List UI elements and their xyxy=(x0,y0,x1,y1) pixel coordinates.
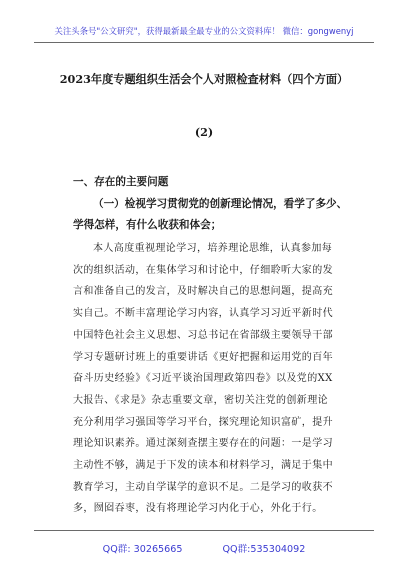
subsection-heading-line1: （一）检视学习贯彻党的创新理论情况，看学了多少、 xyxy=(93,198,348,210)
body-line: 中国特色社会主义思想、习总书记在省部级主要领导干部 xyxy=(73,329,333,341)
body-line: 理论知识素养。通过深刻查摆主要存在的问题：一是学习 xyxy=(73,438,333,450)
body-line: 学习专题研讨班上的重要讲话《更好把握和运用党的百年 xyxy=(73,351,333,363)
document-subtitle: (2) xyxy=(194,125,214,139)
body-line: 多，囫囵吞枣，没有将理论学习内化于心，外化于行。 xyxy=(73,503,323,515)
body-line: 主动性不够，满足于下发的读本和材料学习，满足于集中 xyxy=(73,460,333,471)
footer xyxy=(0,541,408,555)
body-line: 本人高度重视理论学习，培养理论思维，认真参加每 xyxy=(93,243,333,254)
header-divider xyxy=(34,42,374,43)
document-title: 2023年度专题组织生活会个人对照检查材料（四个方面） xyxy=(59,72,349,86)
body-line: 次的组织活动，在集体学习和讨论中，仔细聆听大家的发 xyxy=(73,264,333,276)
body-line: 大报告、《求是》杂志重要文章，密切关注党的创新理论 xyxy=(73,394,328,406)
footer-qq-group-2: QQ群:535304092 xyxy=(222,544,306,555)
section-heading: 一、存在的主要问题 xyxy=(73,176,169,188)
footer-divider xyxy=(34,530,374,531)
top-banner: 关注头条号"公文研究"，获得最新最全最专业的公文资料库！ 微信：gongwenyj xyxy=(54,26,354,36)
subsection-heading-line2: 学得怎样，有什么收获和体会； xyxy=(73,219,222,231)
body-line: 言和准备自己的发言，及时解决自己的思想问题，提高充 xyxy=(73,286,333,298)
body-line: 奋斗历史经验》《习近平谈治国理政第四卷》以及党的XX xyxy=(73,373,333,385)
body-line: 充分利用学习强国等学习平台，探究理论知识富矿，提升 xyxy=(73,416,333,428)
body-line: 实自己。不断丰富理论学习内容，认真学习习近平新时代 xyxy=(73,308,333,320)
body-line: 教育学习，主动自学谋学的意识不足。二是学习的收获不 xyxy=(73,481,333,493)
footer-qq-group-1: QQ群: 30265665 xyxy=(102,544,183,555)
